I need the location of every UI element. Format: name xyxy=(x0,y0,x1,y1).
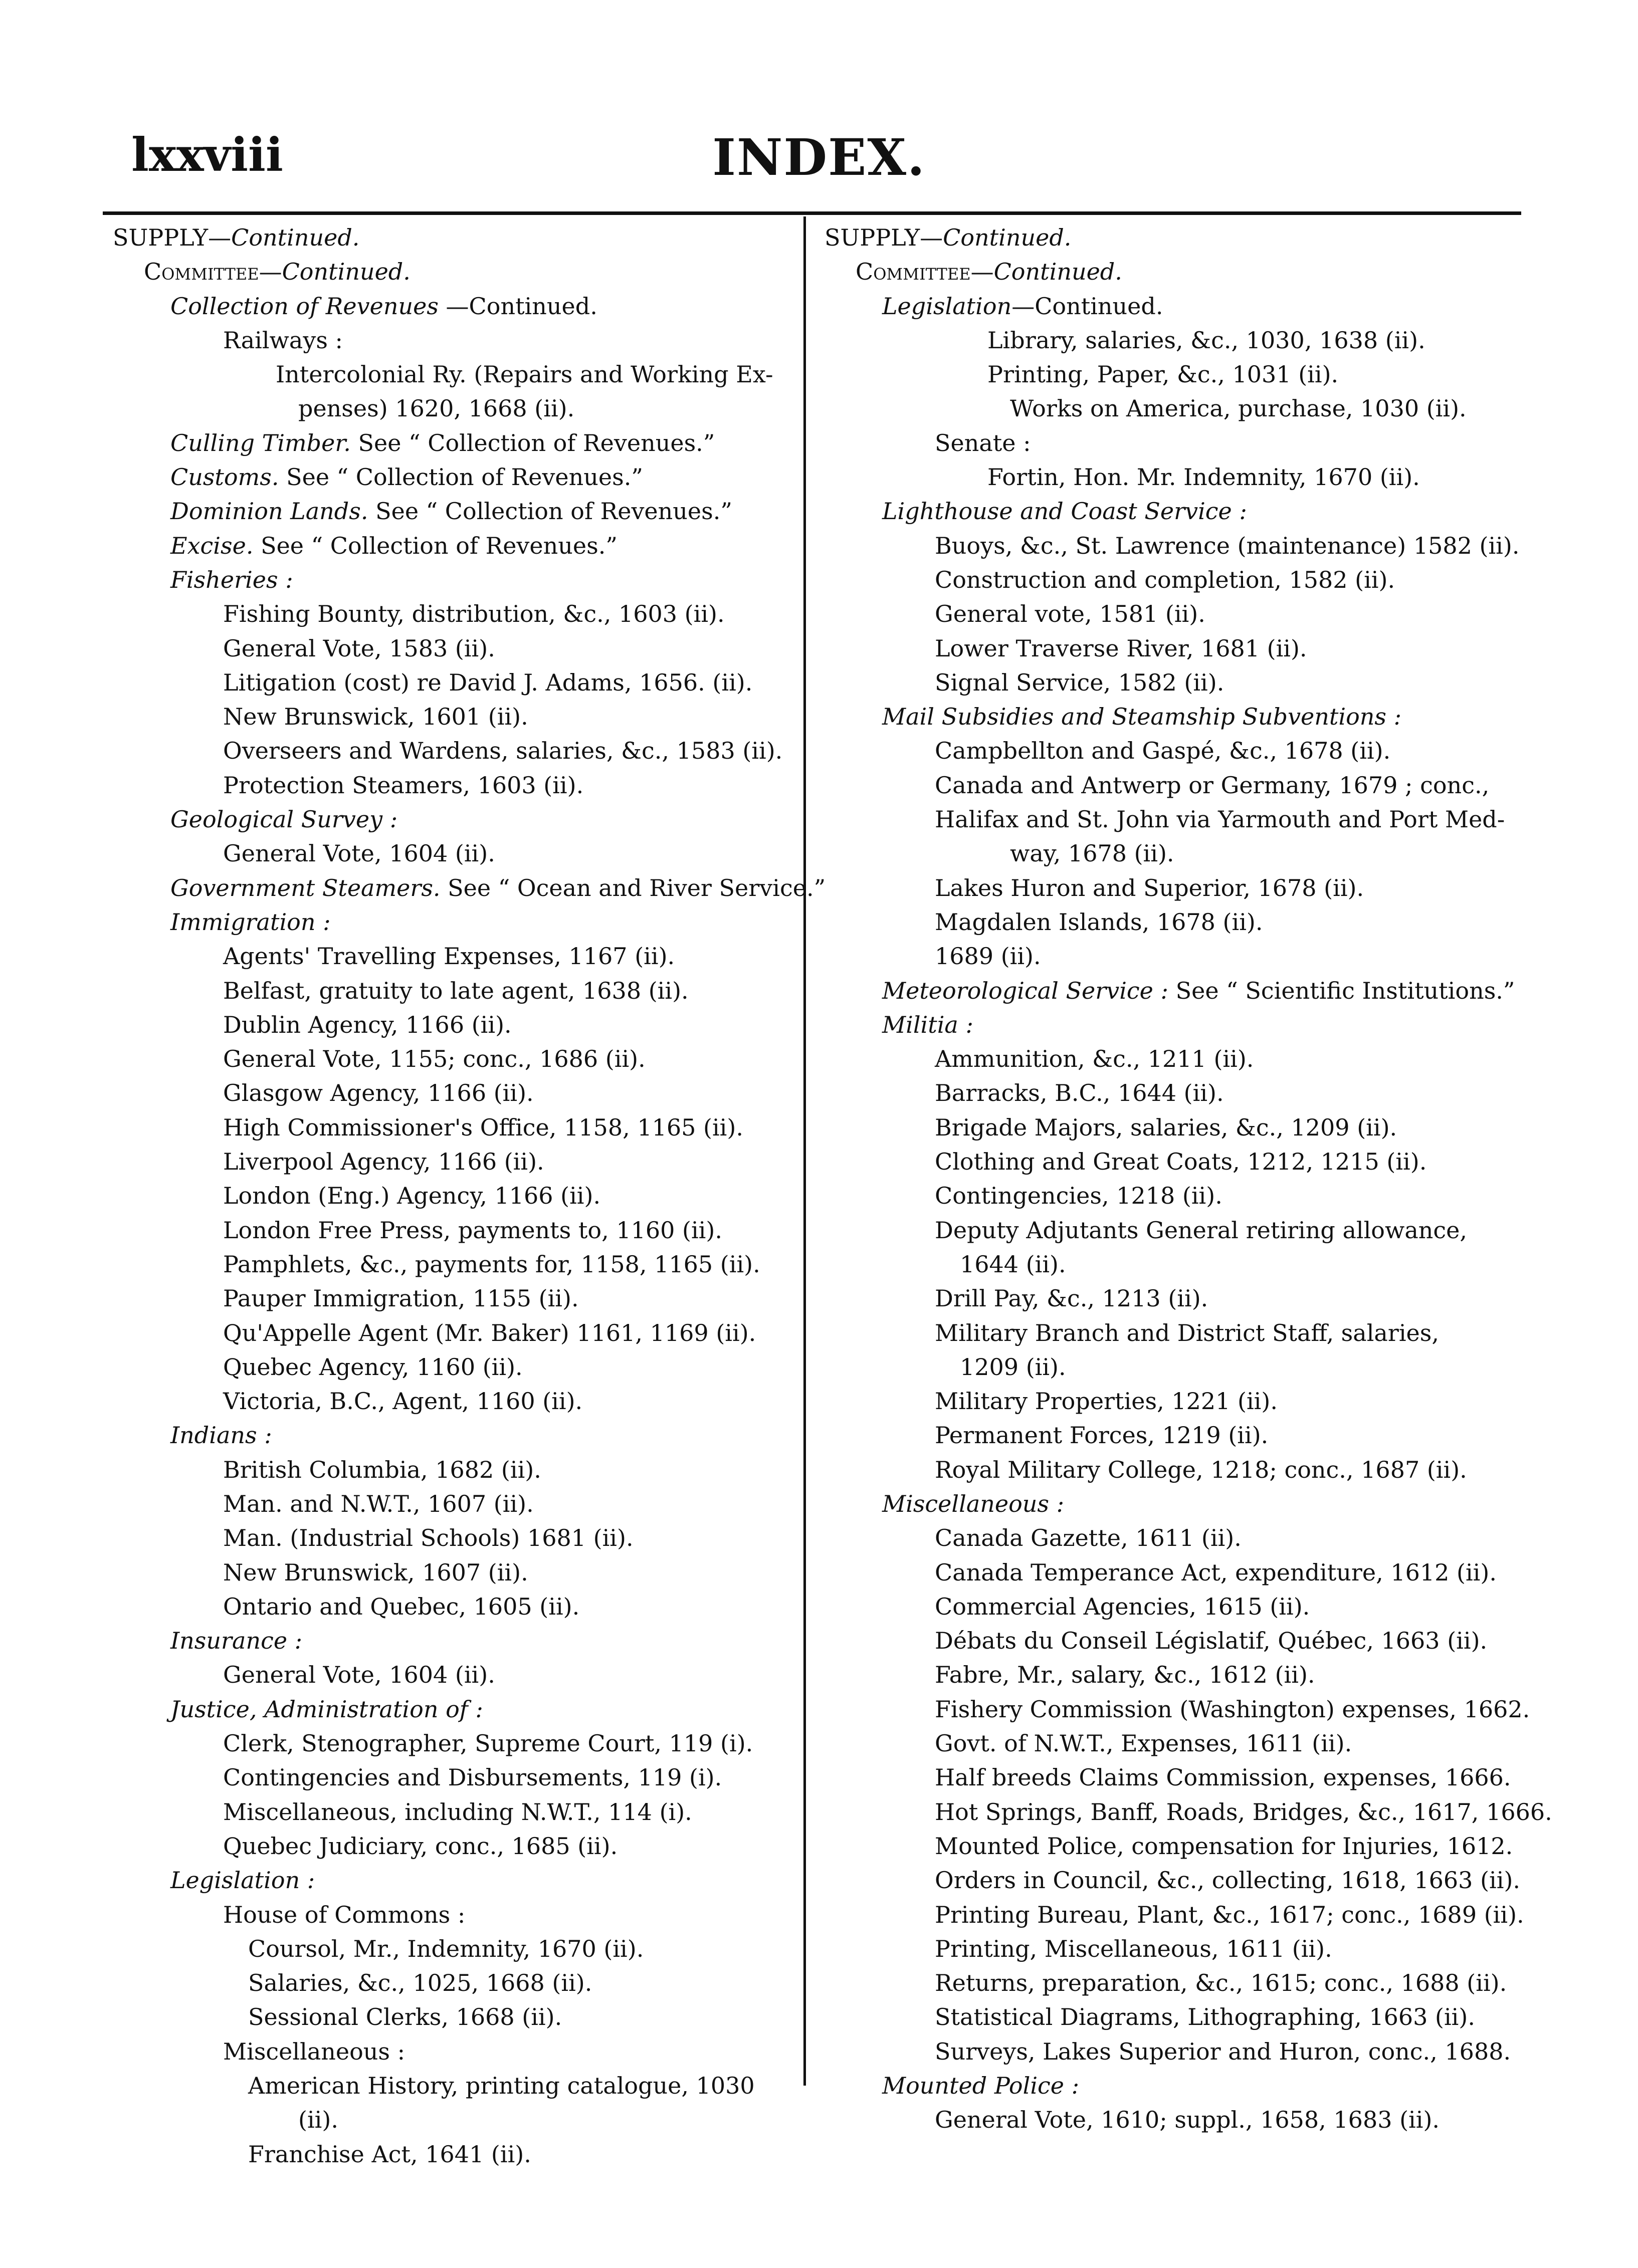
index-entry xyxy=(113,1179,797,1213)
entry-italic-text: Fisheries : xyxy=(170,566,293,593)
entry-italic-text: Customs. xyxy=(170,464,279,491)
entry-text: Liverpool Agency, 1166 (ii). xyxy=(223,1148,544,1176)
entry-text: Halifax and St. John via Yarmouth and Port Med- xyxy=(935,806,1505,833)
entry-text: See “ Ocean and River Service.” xyxy=(440,874,826,901)
index-entry xyxy=(825,289,1521,323)
index-entry xyxy=(113,323,797,357)
index-column-right xyxy=(825,220,1552,2137)
index-entry xyxy=(825,563,1521,597)
index-entry xyxy=(113,1932,797,1966)
entry-text: Govt. of N.W.T., Expenses, 1611 (ii). xyxy=(935,1730,1352,1757)
entry-text: Pamphlets, &c., payments for, 1158, 1165 (ii). xyxy=(223,1250,760,1278)
index-entry xyxy=(113,1487,797,1521)
entry-text: General Vote, 1604 (ii). xyxy=(223,1661,495,1689)
entry-text: Débats du Conseil Législatif, Québec, 1663 (ii). xyxy=(935,1627,1488,1655)
entry-text: Intercolonial Ry. (Repairs and Working Ex- xyxy=(276,361,773,388)
entry-italic-text: Collection of Revenues xyxy=(170,292,439,320)
entry-text: Canada Gazette, 1611 (ii). xyxy=(935,1524,1242,1552)
entry-italic-text: Continued. xyxy=(282,258,411,286)
entry-text: General Vote, 1583 (ii). xyxy=(223,634,495,662)
entry-text: Brigade Majors, salaries, &c., 1209 (ii). xyxy=(935,1113,1397,1141)
index-entry xyxy=(113,1829,797,1863)
entry-text: Mounted Police, compensation for Injuries, 1612. xyxy=(935,1832,1513,1860)
entry-text: Coursol, Mr., Indemnity, 1670 (ii). xyxy=(248,1935,644,1962)
index-entry xyxy=(825,1760,1521,1794)
entry-text: Lakes Huron and Superior, 1678 (ii). xyxy=(935,874,1364,901)
entry-text: penses) 1620, 1668 (ii). xyxy=(298,395,575,422)
entry-text: Pauper Immigration, 1155 (ii). xyxy=(223,1285,579,1312)
entry-text: Fishery Commission (Washington) expenses, 1662. xyxy=(935,1695,1530,1723)
entry-text: Quebec Judiciary, conc., 1685 (ii). xyxy=(223,1832,618,1860)
entry-text: Returns, preparation, &c., 1615; conc., 1688 (ii). xyxy=(935,1969,1507,1997)
index-entry xyxy=(113,255,797,289)
entry-text: American History, printing catalogue, 1030 xyxy=(248,2072,755,2100)
index-entry xyxy=(825,1487,1521,1521)
entry-italic-text: Miscellaneous : xyxy=(882,1490,1065,1517)
index-entry xyxy=(825,1418,1521,1452)
index-entry xyxy=(113,391,797,425)
index-entry xyxy=(825,220,1521,255)
entry-text: Works on America, purchase, 1030 (ii). xyxy=(1010,395,1467,422)
index-entry xyxy=(113,1247,797,1281)
index-entry xyxy=(825,1179,1521,1213)
index-entry xyxy=(113,700,797,734)
index-entry xyxy=(825,494,1521,528)
entry-text: 1209 (ii). xyxy=(960,1353,1066,1381)
index-entry xyxy=(113,1281,797,1315)
entry-italic-text: Government Steamers. xyxy=(170,874,441,901)
entry-text: Litigation (cost) re David J. Adams, 1656. (ii). xyxy=(223,668,753,696)
entry-text: Signal Service, 1582 (ii). xyxy=(935,668,1224,696)
index-entry xyxy=(825,2069,1521,2103)
entry-text: British Columbia, 1682 (ii). xyxy=(223,1456,541,1483)
index-entry xyxy=(825,1829,1521,1863)
index-entry xyxy=(825,871,1521,905)
index-entry xyxy=(825,1384,1521,1418)
index-entry xyxy=(113,220,797,255)
entry-italic-text: Dominion Lands. xyxy=(170,498,368,525)
index-entry xyxy=(113,2103,797,2137)
index-entry xyxy=(113,2000,797,2034)
index-entry xyxy=(113,1384,797,1418)
entry-text: Military Branch and District Staff, salaries, xyxy=(935,1319,1440,1346)
entry-text: Senate : xyxy=(935,429,1031,457)
index-entry xyxy=(825,1076,1521,1110)
entry-text: New Brunswick, 1607 (ii). xyxy=(223,1558,528,1586)
index-entry xyxy=(825,1966,1521,2000)
index-entry xyxy=(113,1692,797,1726)
entry-text: 1689 (ii). xyxy=(935,943,1041,970)
index-entry xyxy=(825,255,1521,289)
entry-text: Buoys, &c., St. Lawrence (maintenance) 1582 (ii). xyxy=(935,532,1520,559)
index-entry xyxy=(113,1076,797,1110)
entry-text: See “ Collection of Revenues.” xyxy=(279,464,643,491)
entry-text: Orders in Council, &c., collecting, 1618, 1663 (ii). xyxy=(935,1867,1521,1894)
index-entry xyxy=(825,802,1521,836)
index-entry xyxy=(113,494,797,528)
page-title: INDEX. xyxy=(712,128,926,187)
page-number: lxxviii xyxy=(131,128,283,182)
index-entry xyxy=(825,1110,1521,1145)
entry-text: See “ Scientific Institutions.” xyxy=(1168,977,1515,1004)
index-entry xyxy=(825,1898,1524,1932)
index-entry xyxy=(825,1726,1521,1760)
entry-text: Protection Steamers, 1603 (ii). xyxy=(223,771,584,799)
index-entry xyxy=(825,1213,1521,1247)
index-entry xyxy=(113,1898,797,1932)
index-entry xyxy=(825,1008,1521,1042)
index-entry xyxy=(825,1658,1521,1692)
index-entry xyxy=(113,597,797,631)
index-entry xyxy=(113,1453,797,1487)
entry-text: Salaries, &c., 1025, 1668 (ii). xyxy=(248,1969,592,1997)
index-entry xyxy=(113,1145,797,1179)
index-entry xyxy=(825,2000,1521,2034)
index-entry xyxy=(113,1213,797,1247)
entry-text: Fishing Bounty, distribution, &c., 1603 (ii). xyxy=(223,600,725,628)
index-entry xyxy=(825,1281,1521,1315)
entry-text: Clerk, Stenographer, Supreme Court, 119 (i). xyxy=(223,1730,753,1757)
entry-text: Man. (Industrial Schools) 1681 (ii). xyxy=(223,1524,634,1552)
index-entry xyxy=(825,426,1521,460)
index-entry xyxy=(113,1042,797,1076)
index-entry xyxy=(113,905,797,939)
index-entry xyxy=(113,2069,797,2103)
entry-text: See “ Collection of Revenues.” xyxy=(368,498,732,525)
entry-text: London Free Press, payments to, 1160 (ii). xyxy=(223,1216,722,1244)
entry-text: Ontario and Quebec, 1605 (ii). xyxy=(223,1593,580,1620)
index-entry xyxy=(825,1145,1521,1179)
entry-italic-text: Mounted Police : xyxy=(882,2072,1080,2100)
index-entry xyxy=(113,529,797,563)
entry-text: Library, salaries, &c., 1030, 1638 (ii). xyxy=(987,326,1425,354)
entry-text: Glasgow Agency, 1166 (ii). xyxy=(223,1079,534,1107)
entry-text: Lower Traverse River, 1681 (ii). xyxy=(935,634,1307,662)
index-entry xyxy=(825,1590,1521,1624)
index-entry xyxy=(113,665,797,700)
entry-text: (ii). xyxy=(298,2106,338,2134)
entry-text: Franchise Act, 1641 (ii). xyxy=(248,2140,531,2168)
index-entry xyxy=(825,529,1521,563)
entry-text: Printing, Paper, &c., 1031 (ii). xyxy=(987,361,1339,388)
entry-text: Dublin Agency, 1166 (ii). xyxy=(223,1011,512,1038)
entry-text: Barracks, B.C., 1644 (ii). xyxy=(935,1079,1224,1107)
entry-italic-text: Legislation xyxy=(882,292,1012,320)
entry-italic-text: Continued. xyxy=(993,258,1122,286)
entry-text: Statistical Diagrams, Lithographing, 1663 (ii). xyxy=(935,2003,1475,2031)
entry-text: Permanent Forces, 1219 (ii). xyxy=(935,1422,1269,1449)
entry-italic-text: Geological Survey : xyxy=(170,806,398,833)
index-entry xyxy=(113,1555,797,1590)
entry-text: General Vote, 1155; conc., 1686 (ii). xyxy=(223,1045,646,1073)
index-entry xyxy=(113,563,797,597)
entry-text: Half breeds Claims Commission, expenses, 1666. xyxy=(935,1764,1511,1791)
index-entry xyxy=(825,631,1521,665)
index-entry xyxy=(113,1590,797,1624)
entry-text: Sessional Clerks, 1668 (ii). xyxy=(248,2003,562,2031)
entry-text: Quebec Agency, 1160 (ii). xyxy=(223,1353,523,1381)
entry-italic-text: Lighthouse and Coast Service : xyxy=(882,498,1247,525)
entry-text: Railways : xyxy=(223,326,343,354)
index-entry xyxy=(113,289,797,323)
index-entry xyxy=(825,391,1521,425)
index-entry xyxy=(825,2103,1521,2137)
entry-italic-text: Culling Timber. xyxy=(170,429,351,457)
column-divider xyxy=(803,216,806,2086)
index-entry xyxy=(825,357,1521,391)
index-entry xyxy=(825,1350,1521,1384)
index-entry xyxy=(113,2034,797,2069)
entry-text: Hot Springs, Banff, Roads, Bridges, &c., 1617, 1666. xyxy=(935,1798,1552,1826)
entry-text: Canada Temperance Act, expenditure, 1612 (ii). xyxy=(935,1558,1497,1586)
index-entry xyxy=(113,939,797,973)
entry-italic-text: Insurance : xyxy=(170,1627,303,1655)
entry-text: See “ Collection of Revenues.” xyxy=(253,532,618,559)
entry-text: Canada and Antwerp or Germany, 1679 ; conc., xyxy=(935,771,1490,799)
entry-italic-text: Immigration : xyxy=(170,908,331,936)
index-entry xyxy=(825,836,1521,870)
entry-text: Clothing and Great Coats, 1212, 1215 (ii). xyxy=(935,1148,1427,1176)
entry-text: Commercial Agencies, 1615 (ii). xyxy=(935,1593,1310,1620)
index-entry xyxy=(825,1555,1521,1590)
entry-text: Magdalen Islands, 1678 (ii). xyxy=(935,908,1263,936)
entry-text: Surveys, Lakes Superior and Huron, conc., 1688. xyxy=(935,2037,1511,2065)
index-entry xyxy=(825,460,1521,494)
index-entry xyxy=(113,974,797,1008)
entry-text: Fortin, Hon. Mr. Indemnity, 1670 (ii). xyxy=(987,464,1420,491)
index-entry xyxy=(825,1863,1521,1897)
entry-text: 1644 (ii). xyxy=(960,1250,1066,1278)
index-entry xyxy=(113,1966,797,2000)
index-entry xyxy=(113,426,797,460)
entry-text: —Continued. xyxy=(438,292,597,320)
index-entry xyxy=(825,734,1521,768)
entry-italic-text: Continued. xyxy=(943,224,1072,251)
entry-text: Man. and N.W.T., 1607 (ii). xyxy=(223,1490,534,1517)
entry-text: Construction and completion, 1582 (ii). xyxy=(935,566,1395,593)
index-entry xyxy=(113,1863,797,1897)
entry-italic-text: Mail Subsidies and Steamship Subventions : xyxy=(882,703,1402,731)
index-entry xyxy=(825,700,1521,734)
entry-text: General Vote, 1604 (ii). xyxy=(223,840,495,867)
index-entry xyxy=(113,1795,797,1829)
index-entry xyxy=(825,974,1521,1008)
entry-text: High Commissioner's Office, 1158, 1165 (ii). xyxy=(223,1113,743,1141)
entry-text: Victoria, B.C., Agent, 1160 (ii). xyxy=(223,1388,583,1415)
index-entry xyxy=(113,836,797,870)
index-entry xyxy=(113,1726,797,1760)
entry-text: General vote, 1581 (ii). xyxy=(935,600,1205,628)
entry-text: Printing Bureau, Plant, &c., 1617; conc., 1689 (ii). xyxy=(935,1901,1524,1928)
index-entry xyxy=(825,905,1521,939)
index-entry xyxy=(113,357,797,391)
index-entry xyxy=(113,1350,797,1384)
entry-text: Drill Pay, &c., 1213 (ii). xyxy=(935,1285,1208,1312)
entry-heading: SUPPLY— xyxy=(113,224,232,251)
index-entry xyxy=(113,768,797,802)
entry-text: Miscellaneous, including N.W.T., 114 (i). xyxy=(223,1798,692,1826)
index-entry xyxy=(113,1418,797,1452)
index-entry xyxy=(825,1453,1521,1487)
index-entry xyxy=(113,1316,797,1350)
index-entry xyxy=(825,939,1521,973)
index-entry xyxy=(825,597,1521,631)
index-entry xyxy=(113,1521,797,1555)
index-entry xyxy=(825,1624,1521,1658)
index-column-left xyxy=(113,220,826,2171)
entry-text: Military Properties, 1221 (ii). xyxy=(935,1388,1278,1415)
entry-text: —Continued. xyxy=(1011,292,1163,320)
entry-text: Contingencies and Disbursements, 119 (i). xyxy=(223,1764,722,1791)
index-entry xyxy=(825,768,1521,802)
index-entry xyxy=(825,1692,1530,1726)
entry-italic-text: Legislation : xyxy=(170,1867,315,1894)
index-entry xyxy=(825,1521,1521,1555)
entry-text: Miscellaneous : xyxy=(223,2037,405,2065)
index-entry xyxy=(825,1247,1521,1281)
entry-heading: SUPPLY— xyxy=(825,224,943,251)
entry-text: New Brunswick, 1601 (ii). xyxy=(223,703,528,731)
entry-text: Campbellton and Gaspé, &c., 1678 (ii). xyxy=(935,737,1391,765)
entry-text: way, 1678 (ii). xyxy=(1010,840,1174,867)
entry-text: Qu'Appelle Agent (Mr. Baker) 1161, 1169 (ii). xyxy=(223,1319,756,1346)
entry-italic-text: Continued. xyxy=(231,224,360,251)
entry-text: Printing, Miscellaneous, 1611 (ii). xyxy=(935,1935,1332,1962)
index-entry xyxy=(825,1042,1521,1076)
entry-text: General Vote, 1610; suppl., 1658, 1683 (ii). xyxy=(935,2106,1440,2134)
index-entry xyxy=(113,631,797,665)
entry-italic-text: Indians : xyxy=(170,1422,272,1449)
entry-text: Belfast, gratuity to late agent, 1638 (ii). xyxy=(223,977,689,1004)
index-entry xyxy=(113,1658,797,1692)
entry-text: Deputy Adjutants General retiring allowance, xyxy=(935,1216,1468,1244)
index-entry xyxy=(825,1795,1552,1829)
index-entry xyxy=(113,460,797,494)
entry-text: Fabre, Mr., salary, &c., 1612 (ii). xyxy=(935,1661,1315,1689)
entry-text: Ammunition, &c., 1211 (ii). xyxy=(935,1045,1254,1073)
index-entry xyxy=(113,871,826,905)
entry-text: Agents' Travelling Expenses, 1167 (ii). xyxy=(223,943,675,970)
entry-italic-text: Justice, Administration of : xyxy=(170,1695,483,1723)
index-entry xyxy=(113,1008,797,1042)
header-rule xyxy=(103,211,1521,215)
index-entry xyxy=(113,734,797,768)
entry-text: See “ Collection of Revenues.” xyxy=(350,429,715,457)
index-entry xyxy=(825,1316,1521,1350)
index-entry xyxy=(825,1932,1521,1966)
index-entry xyxy=(113,1110,797,1145)
entry-italic-text: Excise. xyxy=(170,532,254,559)
entry-italic-text: Militia : xyxy=(882,1011,973,1038)
index-entry xyxy=(113,1760,797,1794)
index-entry xyxy=(113,2137,797,2171)
index-entry xyxy=(825,2034,1521,2069)
entry-heading: Committee— xyxy=(856,258,994,286)
entry-italic-text: Meteorological Service : xyxy=(882,977,1169,1004)
entry-text: London (Eng.) Agency, 1166 (ii). xyxy=(223,1182,601,1210)
entry-text: Overseers and Wardens, salaries, &c., 1583 (ii). xyxy=(223,737,783,765)
entry-text: Royal Military College, 1218; conc., 1687 (ii). xyxy=(935,1456,1467,1483)
entry-text: Contingencies, 1218 (ii). xyxy=(935,1182,1222,1210)
index-entry xyxy=(113,1624,797,1658)
index-entry xyxy=(825,665,1521,700)
entry-text: House of Commons : xyxy=(223,1901,466,1928)
index-entry xyxy=(113,802,797,836)
entry-heading: Committee— xyxy=(144,258,282,286)
index-entry xyxy=(825,323,1521,357)
